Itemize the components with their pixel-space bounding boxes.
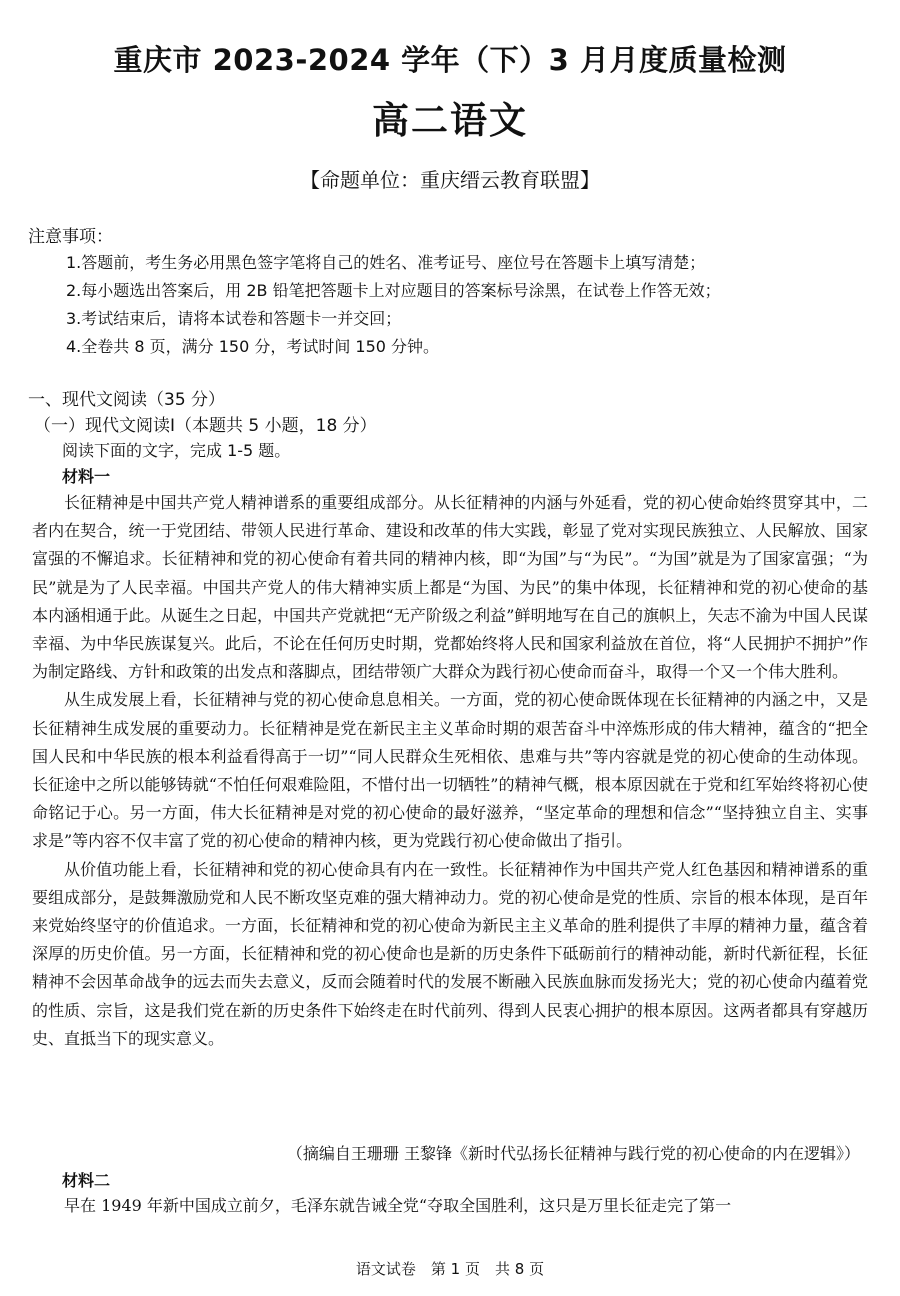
material-source: （摘编自王珊珊 王黎锋《新时代弘扬长征精神与践行党的初心使命的内在逻辑》） — [286, 1144, 860, 1163]
subject-title: 高二语文 — [372, 99, 528, 142]
issuing-unit: 【命题单位：重庆缙云教育联盟】 — [300, 168, 600, 192]
notice-heading: 注意事项： — [28, 227, 113, 247]
paragraph: 早在 1949 年新中国成立前夕，毛泽东就告诫全党“夺取全国胜利，这只是万里长征走完了第一 — [64, 1196, 732, 1215]
exam-title: 重庆市 2023-2024 学年（下）3 月月度质量检测 — [113, 43, 787, 77]
notice-item: 1.答题前，考生务必用黑色签字笔将自己的姓名、准考证号、座位号在答题卡上填写清楚； — [66, 253, 706, 272]
notice-item: 2.每小题选出答案后，用 2B 铅笔把答题卡上对应题目的答案标号涂黑，在试卷上作答无效； — [66, 281, 721, 300]
section-title: 一、现代文阅读（35 分） — [28, 390, 226, 410]
reading-instruction: 阅读下面的文字，完成 1-5 题。 — [62, 441, 291, 460]
paragraph: 从生成发展上看，长征精神与党的初心使命息息相关。一方面，党的初心使命既体现在长征精神的内涵之中，又是长征精神生成发展的重要动力。长征精神是党在新民主主义革命时期的艰苦奋斗中淬炼形成的伟大精神，蕴含的“把全国人民和中华民族的根本利益看得高于一切”“同人民群众生死相依、患难与共”等内容就是党的初心使命的生动体现。长征途中之所以能够铸就“不怕任何艰难险阻，不惜付出一切牺牲”的精神气概，根本原因就在于党和红军始终将初心使命铭记于心。另一方面，伟大长征精神是对党的初心使命的最好滋养，“坚定革命的理想和信念”“坚持独立自主、实事求是”等内容不仅丰富了党的初心使命的精神内核，更为党践行初心使命做出了指引。 — [32, 690, 868, 851]
material-two-text — [32, 1192, 868, 1220]
subsection-title: （一）现代文阅读Ⅰ（本题共 5 小题，18 分） — [34, 416, 377, 436]
notice-item: 4.全卷共 8 页，满分 150 分，考试时间 150 分钟。 — [66, 337, 440, 356]
material-one-text — [32, 489, 868, 1053]
material-heading: 材料一 — [62, 467, 111, 486]
paragraph: 长征精神是中国共产党人精神谱系的重要组成部分。从长征精神的内涵与外延看，党的初心使命始终贯穿其中，二者内在契合，统一于党团结、带领人民进行革命、建设和改革的伟大实践，彰显了党对实现民族独立、人民解放、国家富强的不懈追求。长征精神和党的初心使命有着共同的精神内核，即“为国”与“为民”。“为国”就是为了国家富强；“为民”就是为了人民幸福。中国共产党人的伟大精神实质上都是“为国、为民”的集中体现，长征精神和党的初心使命的基本内涵相通于此。从诞生之日起，中国共产党就把“无产阶级之利益”鲜明地写在自己的旗帜上，矢志不渝为中国人民谋幸福、为中华民族谋复兴。此后，不论在任何历史时期，党都始终将人民和国家利益放在首位，将“人民拥护不拥护”作为制定路线、方针和政策的出发点和落脚点，团结带领广大群众为践行初心使命而奋斗，取得一个又一个伟大胜利。 — [32, 493, 868, 682]
material-heading: 材料二 — [62, 1171, 111, 1190]
paragraph: 从价值功能上看，长征精神和党的初心使命具有内在一致性。长征精神作为中国共产党人红色基因和精神谱系的重要组成部分，是鼓舞激励党和人民不断攻坚克难的强大精神动力。党的初心使命是党的性质、宗旨的根本体现，是百年来党始终坚守的价值追求。一方面，长征精神和党的初心使命为新民主主义革命的胜利提供了丰厚的精神力量，蕴含着深厚的历史价值。另一方面，长征精神和党的初心使命也是新的历史条件下砥砺前行的精神动能，新时代新征程，长征精神不会因革命战争的远去而失去意义，反而会随着时代的发展不断融入民族血脉而发扬光大；党的初心使命内蕴着党的性质、宗旨，这是我们党在新的历史条件下始终走在时代前列、得到人民衷心拥护的根本原因。这两者都具有穿越历史、直抵当下的现实意义。 — [32, 859, 868, 1048]
notice-item: 3.考试结束后，请将本试卷和答题卡一并交回； — [66, 309, 402, 328]
page-footer: 语文试卷 第 1 页 共 8 页 — [355, 1260, 545, 1278]
